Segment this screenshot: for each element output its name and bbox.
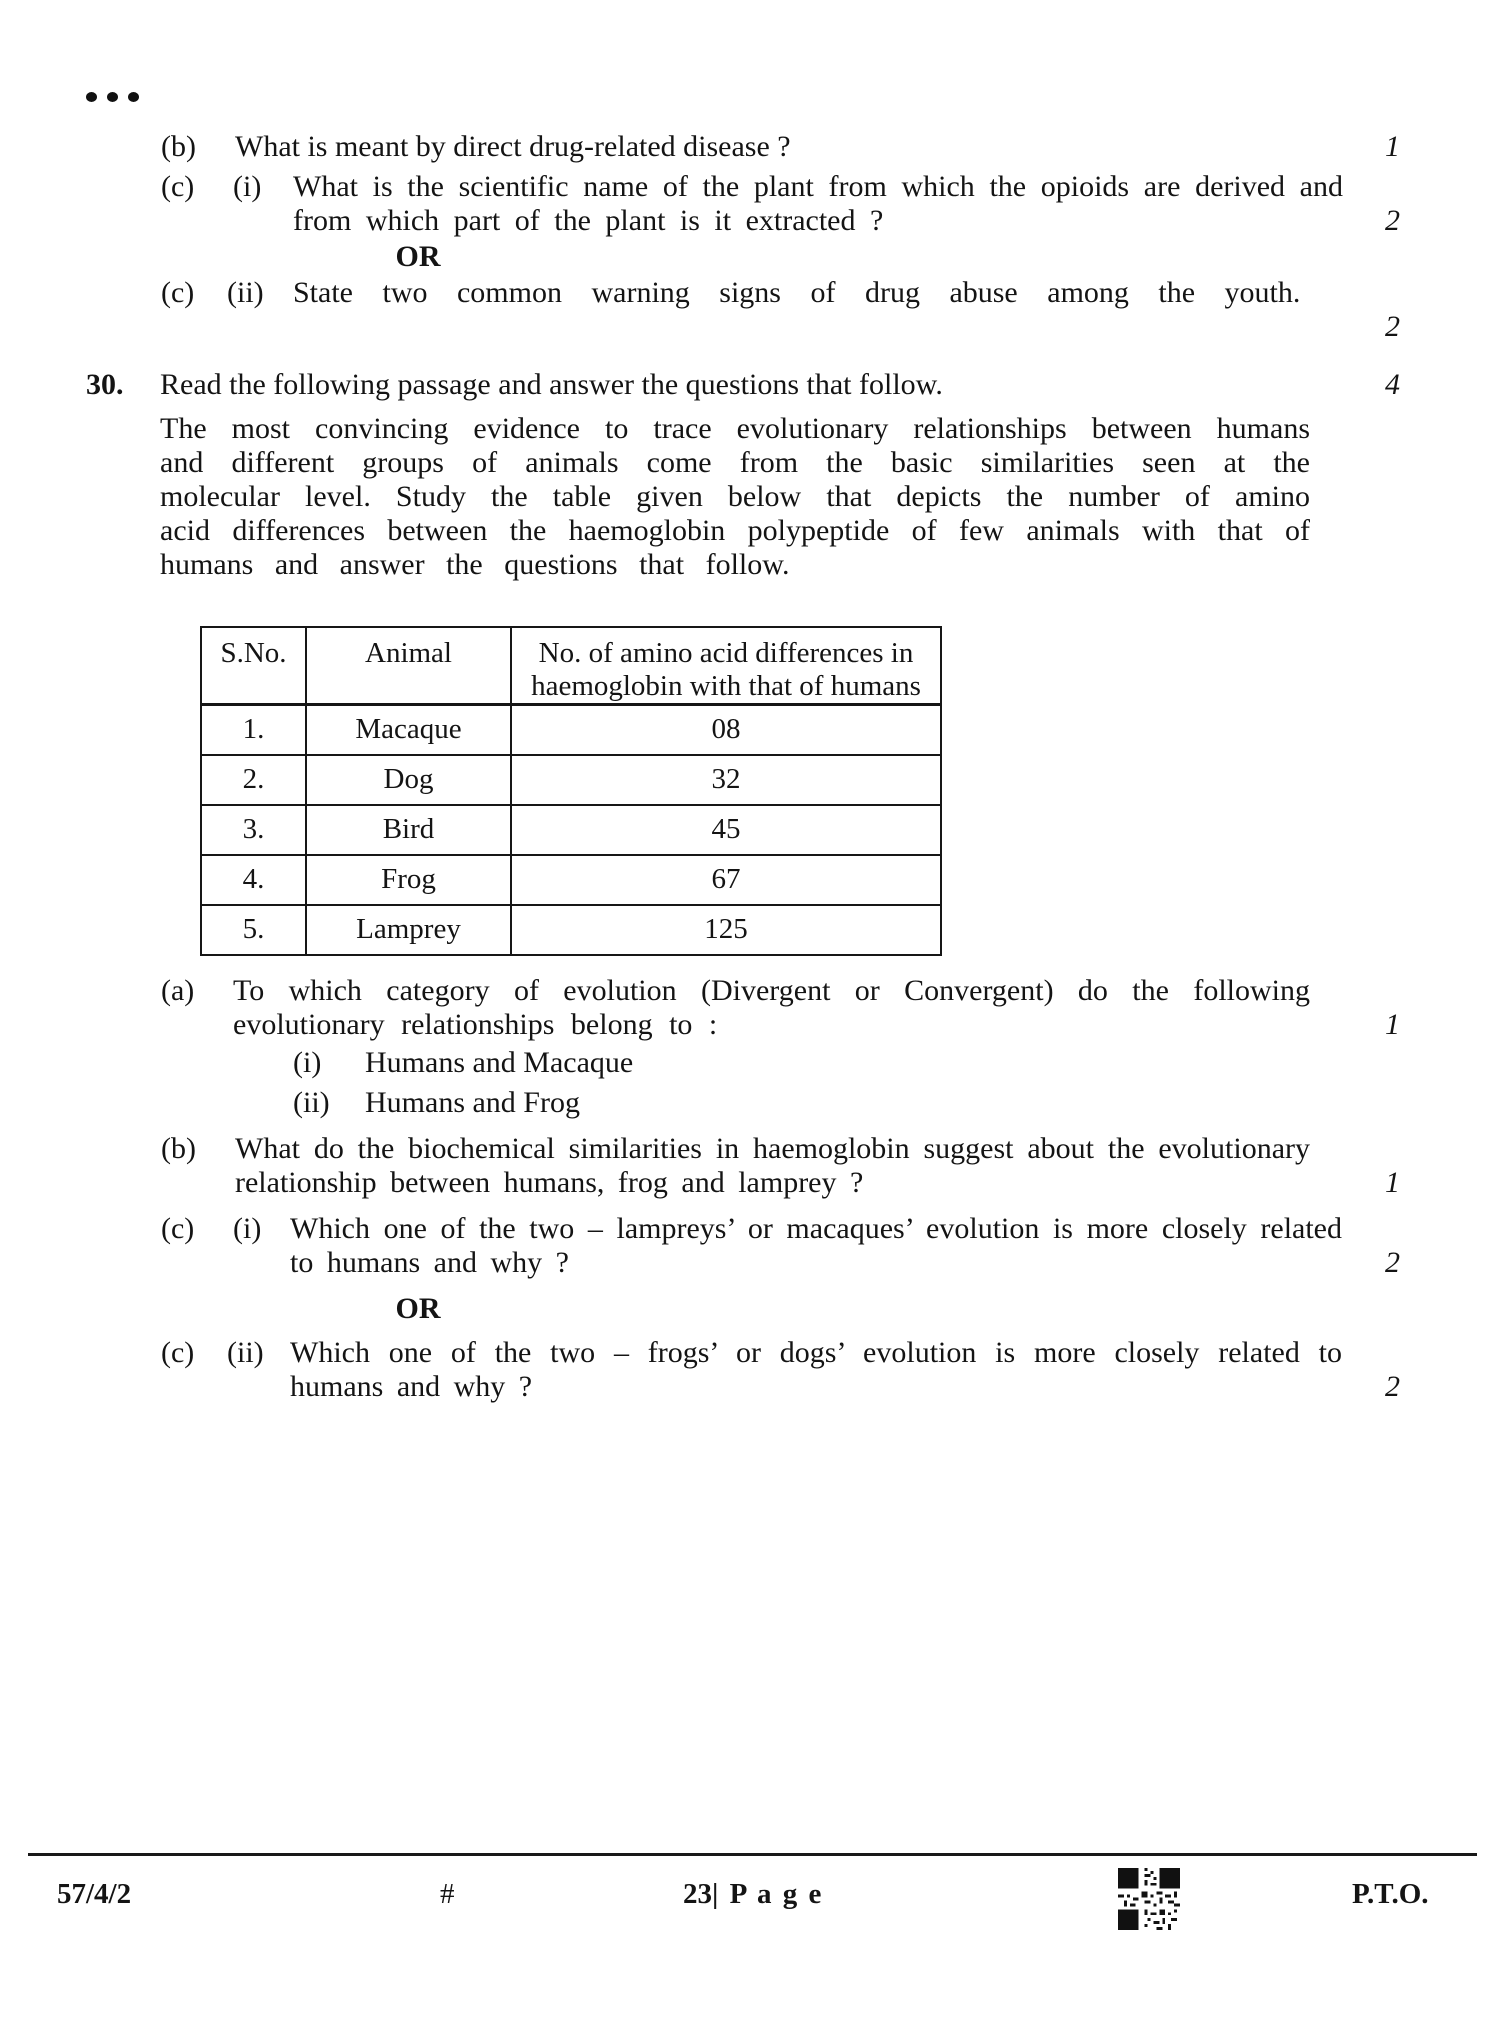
question-number: 30. bbox=[86, 368, 124, 401]
question-label: (c) bbox=[161, 1212, 195, 1245]
cell-sno: 2. bbox=[201, 755, 306, 805]
marks-value: 1 bbox=[1385, 1166, 1400, 1199]
cell-differences: 67 bbox=[511, 855, 941, 905]
cell-animal: Dog bbox=[306, 755, 511, 805]
amino-acid-table bbox=[200, 626, 942, 956]
cell-animal: Macaque bbox=[306, 705, 511, 755]
question-text: Which one of the two – frogs’ or dogs’ evolution is more closely related to humans and why ? bbox=[290, 1336, 1342, 1403]
cell-differences: 32 bbox=[511, 755, 941, 805]
page-number-value: 23 bbox=[683, 1878, 712, 1910]
header-sno: S.No. bbox=[201, 627, 306, 705]
list-item-text: Humans and Macaque bbox=[365, 1046, 634, 1079]
paper-code: 57/4/2 bbox=[57, 1878, 132, 1910]
cell-animal: Bird bbox=[306, 805, 511, 855]
cell-sno: 1. bbox=[201, 705, 306, 755]
question-label: (b) bbox=[161, 130, 196, 163]
marks-value: 1 bbox=[1385, 1008, 1400, 1041]
table-header-row bbox=[201, 627, 941, 705]
cell-differences: 45 bbox=[511, 805, 941, 855]
marks-value: 1 bbox=[1385, 130, 1400, 163]
cell-sno: 5. bbox=[201, 905, 306, 955]
list-item-number: (i) bbox=[293, 1046, 322, 1079]
cell-differences: 08 bbox=[511, 705, 941, 755]
question-label: (b) bbox=[161, 1132, 196, 1165]
table-row bbox=[201, 855, 941, 905]
question-text: What do the biochemical similarities in haemoglobin suggest about the evolutionary relationship between humans, frog and lamprey ? bbox=[235, 1132, 1310, 1199]
question-label: (c) bbox=[161, 1336, 195, 1369]
passage-text: The most convincing evidence to trace evolutionary relationships between humans and different groups of animals come from the basic similarities seen at the molecular level. Study the table given below that depicts the number of amino acid differences between the haemoglobin polypeptide of few animals with that of humans and answer the questions that follow. bbox=[160, 412, 1310, 581]
cell-sno: 3. bbox=[201, 805, 306, 855]
pto-label: P.T.O. bbox=[1352, 1878, 1429, 1910]
cell-animal: Frog bbox=[306, 855, 511, 905]
qr-code-icon bbox=[1118, 1868, 1180, 1930]
cell-differences: 125 bbox=[511, 905, 941, 955]
question-text: What is the scientific name of the plant from which the opioids are derived and from which part of the plant is it extracted ? bbox=[293, 170, 1343, 237]
marks-value: 2 bbox=[1385, 1246, 1400, 1279]
question-text: State two common warning signs of drug abuse among the youth. bbox=[293, 276, 1301, 309]
or-separator: OR bbox=[395, 240, 441, 273]
table-row bbox=[201, 905, 941, 955]
header-differences: No. of amino acid differences in haemoglobin with that of humans bbox=[511, 627, 941, 705]
question-text: What is meant by direct drug-related disease ? bbox=[235, 130, 791, 163]
marks-value: 2 bbox=[1385, 310, 1400, 343]
question-label: (a) bbox=[161, 974, 195, 1007]
table-row bbox=[201, 755, 941, 805]
question-sub-label: (i) bbox=[233, 1212, 262, 1245]
question-label: (c) bbox=[161, 276, 195, 309]
marks-value: 4 bbox=[1385, 368, 1400, 401]
table-row bbox=[201, 705, 941, 755]
list-item-text: Humans and Frog bbox=[365, 1086, 580, 1119]
continuation-dots-icon bbox=[86, 92, 139, 102]
marks-value: 2 bbox=[1385, 1370, 1400, 1403]
header-animal: Animal bbox=[306, 627, 511, 705]
marks-value: 2 bbox=[1385, 204, 1400, 237]
cell-animal: Lamprey bbox=[306, 905, 511, 955]
table-row bbox=[201, 805, 941, 855]
question-intro: Read the following passage and answer the questions that follow. bbox=[160, 368, 943, 401]
question-label: (c) bbox=[161, 170, 195, 203]
question-text: To which category of evolution (Divergent or Convergent) do the following evolutionary relationships belong to : bbox=[233, 974, 1310, 1041]
question-sub-label: (ii) bbox=[227, 1336, 264, 1369]
cell-sno: 4. bbox=[201, 855, 306, 905]
question-sub-label: (i) bbox=[233, 170, 262, 203]
page-number bbox=[683, 1878, 823, 1911]
footer-divider bbox=[28, 1853, 1477, 1856]
page-word: | P a g e bbox=[712, 1878, 824, 1910]
question-sub-label: (ii) bbox=[227, 276, 264, 309]
or-separator: OR bbox=[395, 1292, 441, 1325]
list-item-number: (ii) bbox=[293, 1086, 330, 1119]
question-text: Which one of the two – lampreys’ or macaques’ evolution is more closely related to humans and why ? bbox=[290, 1212, 1342, 1279]
hash-mark: # bbox=[440, 1878, 455, 1910]
